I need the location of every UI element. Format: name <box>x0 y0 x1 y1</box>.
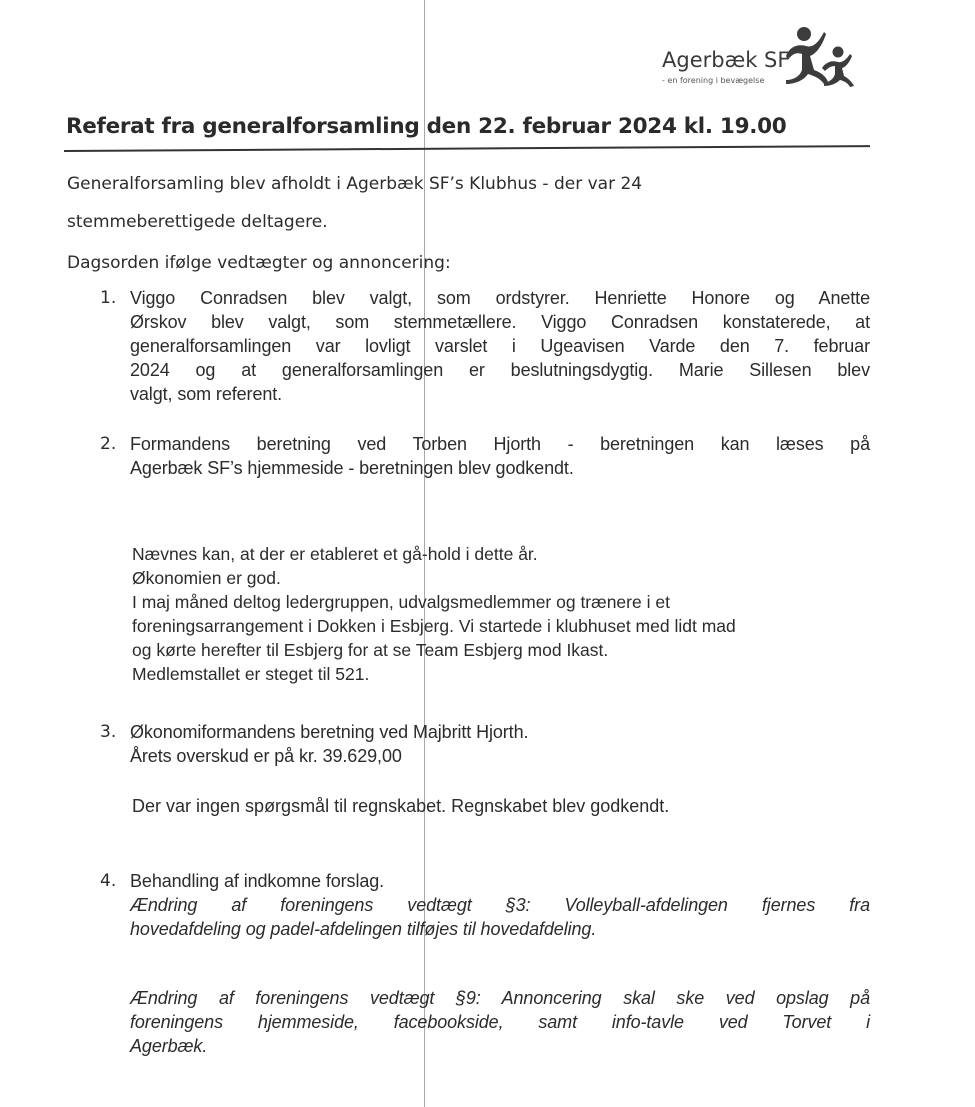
agenda-heading: Dagsorden ifølge vedtægter og annoncering: <box>67 253 451 273</box>
item-number: 4. <box>100 871 117 891</box>
item-line: Formandens beretning ved Torben Hjorth - beretningen kan læses på <box>130 434 870 454</box>
note-line: Nævnes kan, at der er etableret et gå-hold i dette år. <box>132 544 538 564</box>
note-line: I maj måned deltog ledergruppen, udvalgsmedlemmer og trænere i et <box>132 592 670 612</box>
item-line: valgt, som referent. <box>130 384 283 404</box>
logo-name: Agerbæk SF <box>662 48 790 72</box>
club-logo <box>662 28 862 90</box>
surplus-line: Årets overskud er på kr. 39.629,00 <box>130 746 402 766</box>
item-line: Viggo Conradsen blev valgt, som ordstyrer. Henriette Honore og Anette <box>130 288 870 308</box>
note-line: Økonomien er god. <box>132 568 281 588</box>
item-3-note: Der var ingen spørgsmål til regnskabet. Regnskabet blev godkendt. <box>132 796 670 816</box>
agenda-item-1 <box>100 286 870 406</box>
logo-tagline: - en forening i bevægelse <box>662 76 765 85</box>
agenda-item-3 <box>100 720 870 768</box>
item-number: 2. <box>100 434 117 454</box>
intro-line-2: stemmeberettigede deltagere. <box>67 212 328 232</box>
note-line: og kørte herefter til Esbjerg for at se Team Esbjerg mod Ikast. <box>132 640 609 660</box>
item-line: 2024 og at generalforsamlingen er beslutningsdygtig. Marie Sillesen blev <box>130 360 870 380</box>
title-underline <box>64 145 870 152</box>
item-line: generalforsamlingen var lovligt varslet i Ugeavisen Varde den 7. februar <box>130 336 870 356</box>
proposal-2 <box>100 986 870 1058</box>
note-line: Medlemstallet er steget til 521. <box>132 664 370 684</box>
proposal-line: foreningens hjemmeside, facebookside, samt info-tavle ved Torvet i <box>130 1012 870 1032</box>
proposal-line: Ændring af foreningens vedtægt §9: Annoncering skal ske ved opslag på <box>130 988 870 1008</box>
note-line: foreningsarrangement i Dokken i Esbjerg. Vi startede i klubhuset med lidt mad <box>132 616 736 636</box>
item-line: Behandling af indkomne forslag. <box>130 871 385 891</box>
item-line: Økonomiformandens beretning ved Majbritt Hjorth. <box>130 722 529 742</box>
item-2-notes <box>132 542 736 686</box>
item-line: Ørskov blev valgt, som stemmetællere. Viggo Conradsen konstaterede, at <box>130 312 870 332</box>
proposal-line: Agerbæk. <box>130 1036 208 1056</box>
intro-line-1: Generalforsamling blev afholdt i Agerbæk SF’s Klubhus - der var 24 <box>67 174 643 194</box>
page-title: Referat fra generalforsamling den 22. februar 2024 kl. 19.00 <box>66 114 787 139</box>
item-number: 3. <box>100 722 117 742</box>
proposal-line: Ændring af foreningens vedtægt §3: Volleyball-afdelingen fjernes fra <box>130 895 870 915</box>
proposal-line: hovedafdeling og padel-afdelingen tilføjes til hovedafdeling. <box>130 919 597 939</box>
agenda-item-2 <box>100 432 870 480</box>
item-line: Agerbæk SF’s hjemmeside - beretningen blev godkendt. <box>130 458 574 478</box>
item-number: 1. <box>100 288 117 308</box>
agenda-item-4 <box>100 869 870 941</box>
running-figures-icon <box>780 26 858 88</box>
